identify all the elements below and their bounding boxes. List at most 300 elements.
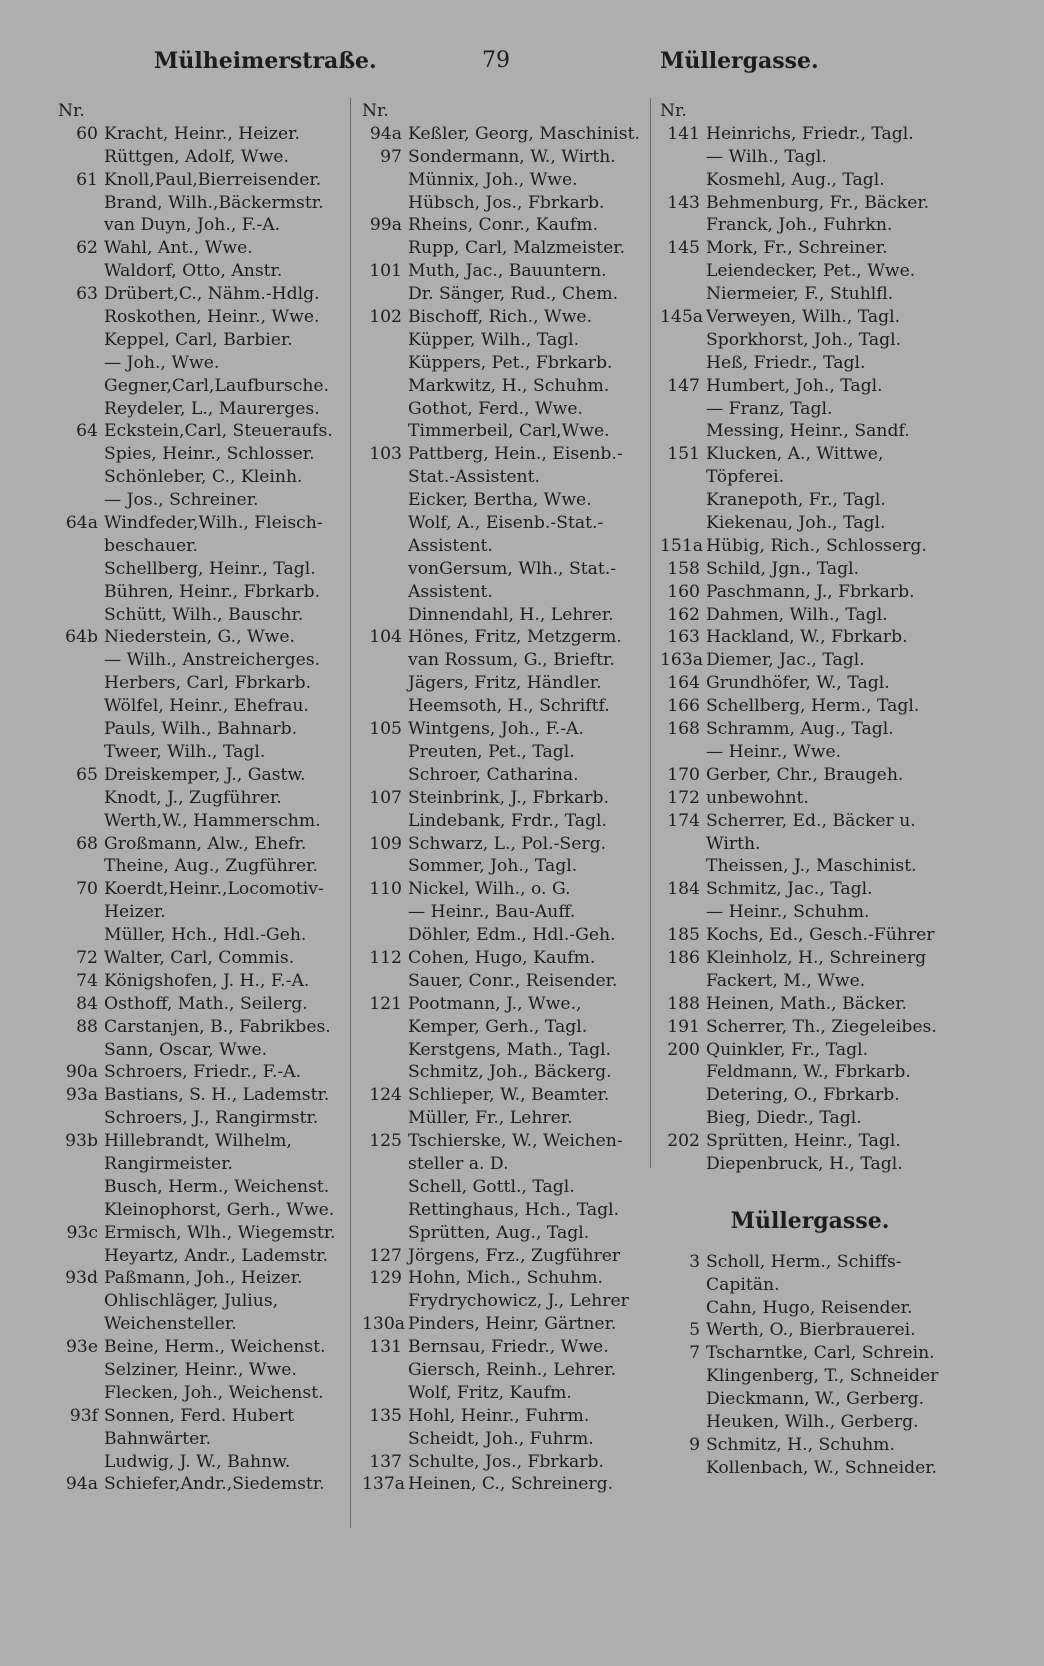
resident-entry: Tscharntke, Carl, Schrein. <box>706 1343 935 1364</box>
directory-entry <box>58 1176 358 1199</box>
directory-entry <box>58 993 358 1016</box>
resident-entry: Schell, Gottl., Tagl. <box>408 1176 575 1197</box>
resident-entry: Tweer, Wilh., Tagl. <box>104 741 266 762</box>
resident-entry: Markwitz, H., Schuhm. <box>408 375 610 396</box>
house-number: 137a <box>362 1474 406 1495</box>
resident-entry: Müller, Hch., Hdl.-Geh. <box>104 925 307 946</box>
directory-entry <box>58 489 358 512</box>
resident-entry: Jägers, Fritz, Händler. <box>408 673 602 694</box>
resident-entry: Eckstein,Carl, Steueraufs. <box>104 421 333 442</box>
directory-entry <box>362 214 662 237</box>
directory-entry <box>660 329 980 352</box>
resident-entry: Hönes, Fritz, Metzgerm. <box>408 627 622 648</box>
directory-entry <box>58 1405 358 1428</box>
resident-entry: — Jos., Schreiner. <box>104 490 259 511</box>
directory-entry <box>660 1342 980 1365</box>
resident-entry: Wintgens, Joh., F.-A. <box>408 719 584 740</box>
resident-entry: van Rossum, G., Brieftr. <box>408 650 615 671</box>
resident-entry: Capitän. <box>706 1274 780 1295</box>
house-number: 129 <box>369 1268 402 1289</box>
column-2 <box>362 100 662 1496</box>
directory-entry <box>660 1365 980 1388</box>
directory-entry <box>660 375 980 398</box>
resident-entry: Behmenburg, Fr., Bäcker. <box>706 192 930 213</box>
directory-entry <box>58 283 358 306</box>
resident-entry: Döhler, Edm., Hdl.-Geh. <box>408 925 616 946</box>
directory-entry <box>660 237 980 260</box>
resident-entry: Scholl, Herm., Schiffs- <box>706 1251 902 1272</box>
directory-entry <box>660 1039 980 1062</box>
resident-entry: Sondermann, W., Wirth. <box>408 146 616 167</box>
resident-entry: Wahl, Ant., Wwe. <box>104 238 253 259</box>
resident-entry: Flecken, Joh., Weichenst. <box>104 1382 324 1403</box>
directory-entry <box>58 626 358 649</box>
house-number: 93f <box>69 1405 98 1426</box>
directory-entry <box>58 466 358 489</box>
house-number: 103 <box>369 444 402 465</box>
directory-entry <box>660 169 980 192</box>
resident-entry: Steinbrink, J., Fbrkarb. <box>408 787 609 808</box>
house-number: 104 <box>369 627 402 648</box>
directory-entry <box>362 626 662 649</box>
directory-entry <box>362 260 662 283</box>
house-number: 151 <box>667 444 700 465</box>
directory-entry <box>660 260 980 283</box>
house-number: 164 <box>667 673 700 694</box>
resident-entry: Brand, Wilh.,Bäckermstr. <box>104 192 324 213</box>
directory-entry <box>58 787 358 810</box>
directory-entry <box>362 443 662 466</box>
house-number: 7 <box>689 1343 700 1364</box>
directory-entry <box>362 1451 662 1474</box>
resident-entry: Assistent. <box>408 581 493 602</box>
directory-entry <box>660 1457 980 1480</box>
directory-entry <box>362 1222 662 1245</box>
directory-entry <box>58 1199 358 1222</box>
directory-entry <box>58 649 358 672</box>
directory-entry <box>362 306 662 329</box>
directory-entry <box>58 695 358 718</box>
resident-entry: Grundhöfer, W., Tagl. <box>706 673 890 694</box>
directory-entry <box>362 649 662 672</box>
resident-entry: Pauls, Wilh., Bahnarb. <box>104 719 298 740</box>
directory-entry <box>58 1039 358 1062</box>
resident-entry: Herbers, Carl, Fbrkarb. <box>104 673 312 694</box>
directory-entry <box>362 833 662 856</box>
directory-entry <box>362 1290 662 1313</box>
resident-entry: Schroers, J., Rangirmstr. <box>104 1108 319 1129</box>
directory-entry <box>660 1297 980 1320</box>
resident-entry: Schellberg, Heinr., Tagl. <box>104 558 316 579</box>
house-number: 141 <box>667 123 700 144</box>
directory-entry <box>660 352 980 375</box>
resident-entry: Rangirmeister. <box>104 1153 234 1174</box>
directory-entry <box>660 993 980 1016</box>
directory-entry <box>660 604 980 627</box>
directory-entry <box>660 443 980 466</box>
house-number: 72 <box>76 947 98 968</box>
directory-entry <box>58 352 358 375</box>
directory-entry <box>58 123 358 146</box>
resident-entry: Hillebrandt, Wilhelm, <box>104 1131 292 1152</box>
number-column-label: Nr. <box>58 101 85 121</box>
directory-entry <box>362 924 662 947</box>
directory-entry <box>58 833 358 856</box>
directory-entry <box>660 1251 980 1274</box>
resident-entry: Küppers, Pet., Fbrkarb. <box>408 352 613 373</box>
house-number: 166 <box>667 696 700 717</box>
house-number: 60 <box>76 123 98 144</box>
resident-entry: Humbert, Joh., Tagl. <box>706 375 883 396</box>
directory-entry <box>362 810 662 833</box>
house-number: 105 <box>369 719 402 740</box>
directory-entry <box>362 1153 662 1176</box>
resident-entry: Giersch, Reinh., Lehrer. <box>408 1359 617 1380</box>
resident-entry: Schild, Jgn., Tagl. <box>706 558 860 579</box>
resident-entry: Drübert,C., Nähm.-Hdlg. <box>104 284 320 305</box>
directory-entry <box>58 1107 358 1130</box>
directory-entry <box>660 947 980 970</box>
directory-entry <box>58 604 358 627</box>
house-number: 162 <box>667 604 700 625</box>
resident-entry: Heizer. <box>104 902 166 923</box>
directory-entry <box>362 1084 662 1107</box>
directory-entry <box>362 535 662 558</box>
resident-entry: Eicker, Bertha, Wwe. <box>408 490 592 511</box>
directory-entry <box>58 192 358 215</box>
directory-entry <box>660 787 980 810</box>
resident-entry: Schulte, Jos., Fbrkarb. <box>408 1451 604 1472</box>
directory-entry <box>362 604 662 627</box>
resident-entry: unbewohnt. <box>706 787 809 808</box>
resident-entry: — Franz, Tagl. <box>706 398 833 419</box>
resident-entry: Hübsch, Jos., Fbrkarb. <box>408 192 605 213</box>
house-number: 145a <box>660 307 704 328</box>
resident-entry: Heß, Friedr., Tagl. <box>706 352 866 373</box>
resident-entry: Rettinghaus, Hch., Tagl. <box>408 1199 620 1220</box>
house-number: 109 <box>369 833 402 854</box>
resident-entry: Sommer, Joh., Tagl. <box>408 856 578 877</box>
house-number: 93a <box>65 1085 98 1106</box>
directory-entry <box>362 1176 662 1199</box>
directory-entry <box>58 260 358 283</box>
directory-entry <box>660 855 980 878</box>
resident-entry: Knoll,Paul,Bierreisender. <box>104 169 322 190</box>
directory-entry <box>660 878 980 901</box>
resident-entry: Klucken, A., Wittwe, <box>706 444 884 465</box>
house-number: 88 <box>76 1016 98 1037</box>
directory-entry <box>362 1107 662 1130</box>
house-number: 163 <box>667 627 700 648</box>
directory-entry <box>660 214 980 237</box>
directory-entry <box>362 741 662 764</box>
resident-entry: Timmerbeil, Carl,Wwe. <box>408 421 610 442</box>
directory-entry <box>58 741 358 764</box>
resident-entry: Detering, O., Fbrkarb. <box>706 1085 900 1106</box>
resident-entry: Bischoff, Rich., Wwe. <box>408 307 593 328</box>
house-number: 135 <box>369 1405 402 1426</box>
directory-entry <box>660 1411 980 1434</box>
header-street-left: Mülheimerstraße. <box>154 48 377 74</box>
directory-entry <box>660 123 980 146</box>
page-number: 79 <box>482 48 510 73</box>
house-number: 125 <box>369 1131 402 1152</box>
directory-entry <box>58 1084 358 1107</box>
resident-entry: Preuten, Pet., Tagl. <box>408 741 575 762</box>
resident-entry: Pattberg, Hein., Eisenb.- <box>408 444 623 465</box>
resident-entry: Schellberg, Herm., Tagl. <box>706 696 920 717</box>
resident-entry: Paschmann, J., Fbrkarb. <box>706 581 915 602</box>
directory-entry <box>362 489 662 512</box>
resident-entry: Pootmann, J., Wwe., <box>408 993 582 1014</box>
house-number: 70 <box>76 879 98 900</box>
resident-entry: Mork, Fr., Schreiner. <box>706 238 888 259</box>
house-number: 90a <box>65 1062 98 1083</box>
house-number: 97 <box>380 146 402 167</box>
directory-entry <box>362 1336 662 1359</box>
resident-entry: Schönleber, C., Kleinh. <box>104 467 303 488</box>
directory-entry <box>362 855 662 878</box>
resident-entry: Spies, Heinr., Schlosser. <box>104 444 315 465</box>
directory-entry <box>58 764 358 787</box>
resident-entry: Theine, Aug., Zugführer. <box>104 856 318 877</box>
resident-entry: van Duyn, Joh., F.-A. <box>104 215 281 236</box>
directory-entry <box>58 1290 358 1313</box>
directory-entry <box>362 1267 662 1290</box>
directory-entry <box>660 1319 980 1342</box>
directory-entry <box>58 1153 358 1176</box>
resident-entry: Messing, Heinr., Sandf. <box>706 421 910 442</box>
directory-entry <box>58 1451 358 1474</box>
directory-entry <box>362 993 662 1016</box>
resident-entry: Knodt, J., Zugführer. <box>104 787 282 808</box>
directory-entry <box>58 1267 358 1290</box>
resident-entry: Niermeier, F., Stuhlfl. <box>706 284 894 305</box>
number-column-label: Nr. <box>660 101 687 121</box>
resident-entry: — Heinr., Bau-Auff. <box>408 902 576 923</box>
resident-entry: Kemper, Gerh., Tagl. <box>408 1016 588 1037</box>
resident-entry: Schmitz, Jac., Tagl. <box>706 879 873 900</box>
directory-entry <box>362 1130 662 1153</box>
house-number: 186 <box>667 947 700 968</box>
house-number: 61 <box>76 169 98 190</box>
house-number: 145 <box>667 238 700 259</box>
section-title: Müllergasse. <box>730 1207 890 1234</box>
resident-entry: Kochs, Ed., Gesch.-Führer <box>706 925 935 946</box>
house-number: 131 <box>369 1337 402 1358</box>
resident-entry: Heyartz, Andr., Lademstr. <box>104 1245 329 1266</box>
directory-entry <box>362 1039 662 1062</box>
resident-entry: Paßmann, Joh., Heizer. <box>104 1268 303 1289</box>
resident-entry: Jörgens, Frz., Zugführer <box>408 1245 621 1266</box>
house-number: 163a <box>660 650 704 671</box>
resident-entry: Stat.-Assistent. <box>408 467 540 488</box>
house-number: 107 <box>369 787 402 808</box>
directory-entry <box>362 283 662 306</box>
directory-entry <box>660 420 980 443</box>
directory-entry <box>362 581 662 604</box>
directory-entry <box>660 581 980 604</box>
resident-entry: Dieckmann, W., Gerberg. <box>706 1389 925 1410</box>
resident-entry: Kerstgens, Math., Tagl. <box>408 1039 612 1060</box>
resident-entry: Diemer, Jac., Tagl. <box>706 650 865 671</box>
resident-entry: Koerdt,Heinr.,Locomotiv- <box>104 879 324 900</box>
resident-entry: Hohn, Mich., Schuhm. <box>408 1268 603 1289</box>
directory-entry <box>660 1061 980 1084</box>
resident-entry: Scherrer, Th., Ziegeleibes. <box>706 1016 937 1037</box>
resident-entry: Heinen, C., Schreinerg. <box>408 1474 614 1495</box>
directory-entry <box>362 123 662 146</box>
directory-entry <box>58 398 358 421</box>
directory-entry <box>660 1274 980 1297</box>
directory-entry <box>362 237 662 260</box>
page-header <box>0 44 1044 84</box>
resident-entry: Kiekenau, Joh., Tagl. <box>706 513 886 534</box>
directory-entry <box>58 947 358 970</box>
resident-entry: Frydrychowicz, J., Lehrer <box>408 1291 629 1312</box>
resident-entry: Küpper, Wilh., Tagl. <box>408 329 580 350</box>
directory-entry <box>362 878 662 901</box>
directory-entry <box>362 970 662 993</box>
house-number: 5 <box>689 1320 700 1341</box>
number-column-label: Nr. <box>362 101 389 121</box>
house-number: 202 <box>667 1131 700 1152</box>
resident-entry: Feldmann, W., Fbrkarb. <box>706 1062 911 1083</box>
resident-entry: Heuken, Wilh., Gerberg. <box>706 1412 919 1432</box>
resident-entry: Wirth. <box>706 833 761 854</box>
directory-entry <box>362 169 662 192</box>
resident-entry: Ludwig, J. W., Bahnw. <box>104 1451 291 1472</box>
resident-entry: Scherrer, Ed., Bäcker u. <box>706 810 916 831</box>
directory-entry <box>362 466 662 489</box>
directory-entry <box>58 169 358 192</box>
directory-entry <box>362 1061 662 1084</box>
resident-entry: Roskothen, Heinr., Wwe. <box>104 307 320 328</box>
house-number: 147 <box>667 375 700 396</box>
resident-entry: Ermisch, Wlh., Wiegemstr. <box>104 1222 336 1243</box>
directory-entry <box>660 1084 980 1107</box>
resident-entry: Assistent. <box>408 535 493 556</box>
resident-entry: Sprütten, Heinr., Tagl. <box>706 1131 901 1152</box>
directory-entry <box>58 443 358 466</box>
resident-entry: Dr. Sänger, Rud., Chem. <box>408 284 619 305</box>
house-number: 158 <box>667 558 700 579</box>
resident-entry: Schramm, Aug., Tagl. <box>706 719 894 740</box>
resident-entry: Kosmehl, Aug., Tagl. <box>706 169 885 190</box>
resident-entry: Scheidt, Joh., Fuhrm. <box>408 1428 594 1449</box>
directory-entry <box>58 1130 358 1153</box>
house-number: 121 <box>369 993 402 1014</box>
directory-entry <box>58 855 358 878</box>
resident-entry: Königshofen, J. H., F.-A. <box>104 970 310 991</box>
column-3 <box>660 100 980 1480</box>
resident-entry: Bastians, S. H., Lademstr. <box>104 1085 330 1106</box>
resident-entry: Reydeler, L., Maurerges. <box>104 398 320 419</box>
house-number: 63 <box>76 284 98 305</box>
resident-entry: Sprütten, Aug., Tagl. <box>408 1222 590 1243</box>
house-number: 93e <box>65 1337 98 1358</box>
house-number: 99a <box>369 215 402 236</box>
resident-entry: Lindebank, Frdr., Tagl. <box>408 810 608 831</box>
resident-entry: — Heinr., Wwe. <box>706 741 842 762</box>
resident-entry: beschauer. <box>104 535 198 556</box>
resident-entry: Sporkhorst, Joh., Tagl. <box>706 329 902 350</box>
resident-entry: Müller, Fr., Lehrer. <box>408 1108 573 1129</box>
house-number: 101 <box>369 261 402 282</box>
directory-entry <box>58 1336 358 1359</box>
resident-entry: Hübig, Rich., Schlosserg. <box>706 535 927 556</box>
resident-entry: Sauer, Conr., Reisender. <box>408 970 618 991</box>
directory-entry <box>362 512 662 535</box>
directory-entry <box>660 810 980 833</box>
resident-entry: — Heinr., Schuhm. <box>706 902 870 923</box>
resident-entry: Muth, Jac., Bauuntern. <box>408 261 607 282</box>
directory-entry <box>58 306 358 329</box>
directory-entry <box>58 420 358 443</box>
resident-entry: Hohl, Heinr., Fuhrm. <box>408 1405 590 1426</box>
resident-entry: Schiefer,Andr.,Siedemstr. <box>104 1474 325 1495</box>
resident-entry: Werth, O., Bierbrauerei. <box>706 1320 916 1341</box>
directory-entry <box>660 192 980 215</box>
house-number: 143 <box>667 192 700 213</box>
directory-entry <box>362 1405 662 1428</box>
directory-entry <box>58 970 358 993</box>
resident-entry: Schütt, Wilh., Bauschr. <box>104 604 304 625</box>
directory-entry <box>362 352 662 375</box>
resident-entry: Rheins, Conr., Kaufm. <box>408 215 599 236</box>
directory-entry <box>58 1222 358 1245</box>
directory-entry <box>660 1107 980 1130</box>
resident-entry: Niederstein, G., Wwe. <box>104 627 296 648</box>
directory-entry <box>660 1153 980 1176</box>
directory-entry <box>362 901 662 924</box>
resident-entry: vonGersum, Wlh., Stat.- <box>408 558 617 579</box>
resident-entry: Ohlischläger, Julius, <box>104 1291 279 1312</box>
house-number: 168 <box>667 719 700 740</box>
resident-entry: Kollenbach, W., Schneider. <box>706 1457 938 1478</box>
resident-entry: Schlieper, W., Beamter. <box>408 1085 610 1106</box>
directory-entry <box>660 764 980 787</box>
resident-entry: Rüttgen, Adolf, Wwe. <box>104 146 289 167</box>
resident-entry: Werth,W., Hammerschm. <box>104 810 321 831</box>
directory-entry <box>58 878 358 901</box>
resident-entry: Cahn, Hugo, Reisender. <box>706 1297 913 1318</box>
directory-entry <box>362 672 662 695</box>
directory-entry <box>362 764 662 787</box>
resident-entry: Weichensteller. <box>104 1314 237 1335</box>
directory-entry <box>58 512 358 535</box>
house-number: 93d <box>65 1268 98 1289</box>
directory-entry <box>660 741 980 764</box>
house-number: 170 <box>667 764 700 785</box>
directory-entry <box>362 1359 662 1382</box>
directory-entry <box>660 901 980 924</box>
directory-entry <box>660 626 980 649</box>
resident-entry: Schmitz, Joh., Bäckerg. <box>408 1062 612 1083</box>
directory-entry <box>58 1428 358 1451</box>
house-number: 160 <box>667 581 700 602</box>
resident-entry: Pinders, Heinr, Gärtner. <box>408 1314 617 1335</box>
house-number: 151a <box>660 535 704 556</box>
resident-entry: Großmann, Alw., Ehefr. <box>104 833 307 854</box>
resident-entry: Waldorf, Otto, Anstr. <box>104 261 283 282</box>
resident-entry: Kracht, Heinr., Heizer. <box>104 123 300 144</box>
directory-entry <box>58 1473 358 1496</box>
resident-entry: — Wilh., Anstreicherges. <box>104 650 321 671</box>
house-number: 84 <box>76 993 98 1014</box>
resident-entry: Gerber, Chr., Braugeh. <box>706 764 904 785</box>
directory-entry <box>58 581 358 604</box>
